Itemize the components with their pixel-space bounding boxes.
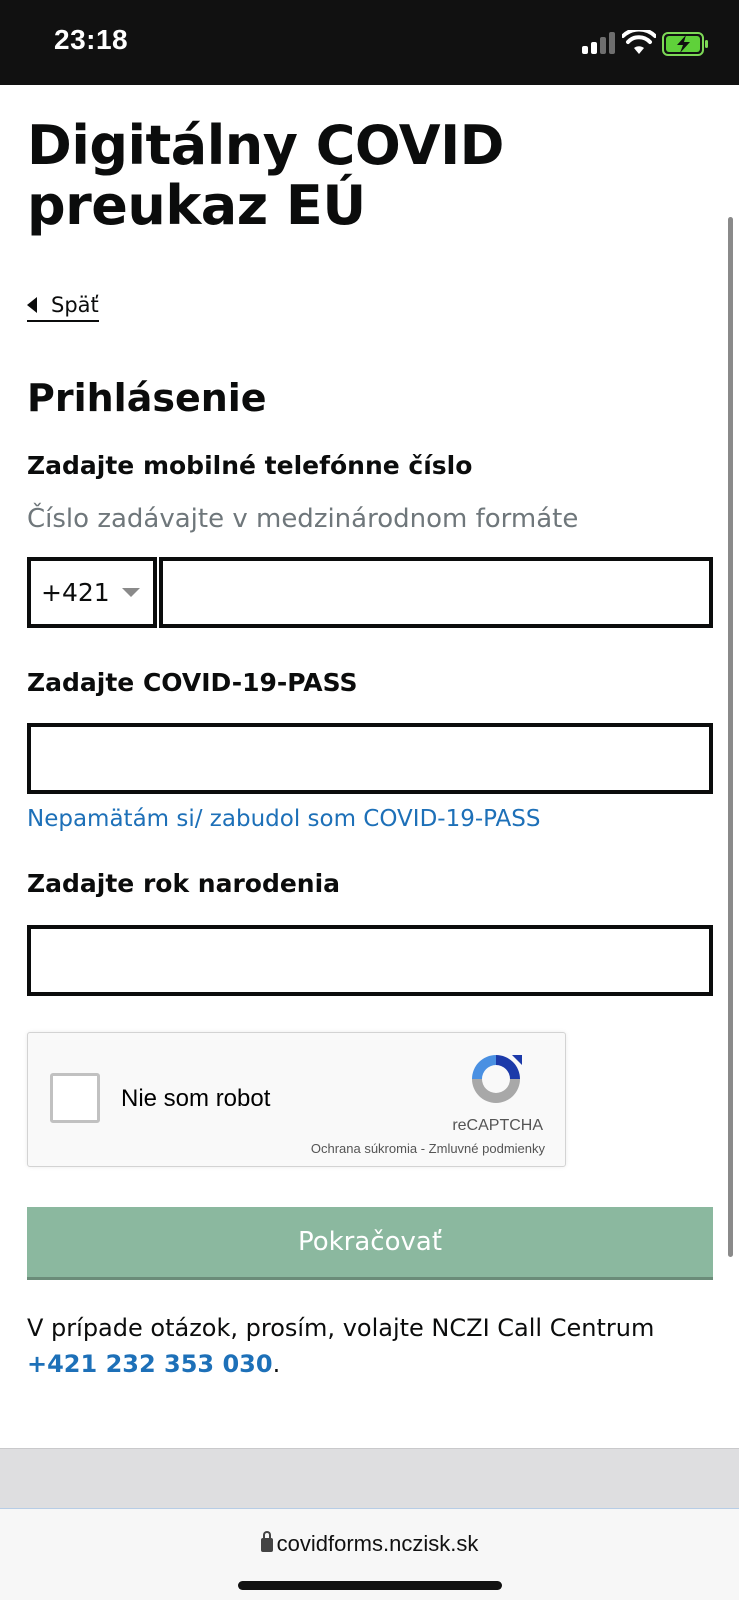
recaptcha-logo-icon — [468, 1051, 524, 1107]
recaptcha-brand: reCAPTCHA — [452, 1117, 543, 1134]
page-footer-band — [0, 1448, 739, 1508]
recaptcha-terms-link[interactable]: Zmluvné podmienky — [428, 1141, 545, 1156]
birth-year-input[interactable] — [27, 925, 713, 996]
recaptcha-checkbox-label: Nie som robot — [121, 1085, 271, 1112]
status-bar — [0, 0, 739, 85]
call-center-phone-link[interactable]: +421 232 353 030 — [27, 1350, 273, 1378]
forgot-pass-link[interactable]: Nepamätám si/ zabudol som COVID-19-PASS — [27, 806, 541, 832]
pass-label: Zadajte COVID-19-PASS — [27, 668, 358, 697]
lock-icon — [261, 1538, 273, 1552]
recaptcha-checkbox[interactable] — [50, 1073, 100, 1123]
back-link-label: Späť — [51, 293, 99, 317]
phone-field-group — [27, 557, 713, 628]
recaptcha-widget — [27, 1032, 566, 1167]
url-display[interactable] — [0, 1531, 739, 1557]
phone-input[interactable] — [159, 557, 713, 628]
url-text: covidforms.nczisk.sk — [276, 1531, 479, 1556]
help-text — [27, 1310, 717, 1382]
status-time: 23:18 — [54, 24, 129, 55]
phone-hint: Číslo zadávajte v medzinárodnom formáte — [27, 504, 579, 534]
back-link[interactable] — [27, 292, 99, 322]
back-arrow-icon — [27, 297, 37, 313]
browser-address-bar[interactable] — [0, 1508, 739, 1600]
wifi-icon — [622, 30, 656, 56]
battery-charging-icon — [662, 32, 710, 56]
cellular-signal-icon — [582, 32, 618, 54]
recaptcha-privacy-link[interactable]: Ochrana súkromia — [310, 1141, 418, 1156]
continue-button[interactable]: Pokračovať — [27, 1207, 713, 1277]
recaptcha-links — [311, 1141, 545, 1156]
phone-label: Zadajte mobilné telefónne číslo — [27, 451, 473, 480]
country-prefix-select[interactable] — [27, 557, 157, 628]
birth-year-label: Zadajte rok narodenia — [27, 869, 341, 898]
help-text-end: . — [272, 1350, 281, 1378]
section-title: Prihlásenie — [27, 376, 267, 420]
page-title: Digitálny COVID preukaz EÚ — [27, 114, 504, 237]
scrollbar[interactable] — [728, 217, 733, 1257]
chevron-down-icon — [122, 588, 140, 597]
home-indicator[interactable] — [238, 1581, 502, 1590]
country-prefix-value: +421 — [41, 578, 110, 607]
recaptcha-separator: - — [420, 1141, 426, 1156]
pass-input[interactable] — [27, 723, 713, 794]
help-text-body: V prípade otázok, prosím, volajte NCZI Call Centrum — [27, 1314, 655, 1342]
